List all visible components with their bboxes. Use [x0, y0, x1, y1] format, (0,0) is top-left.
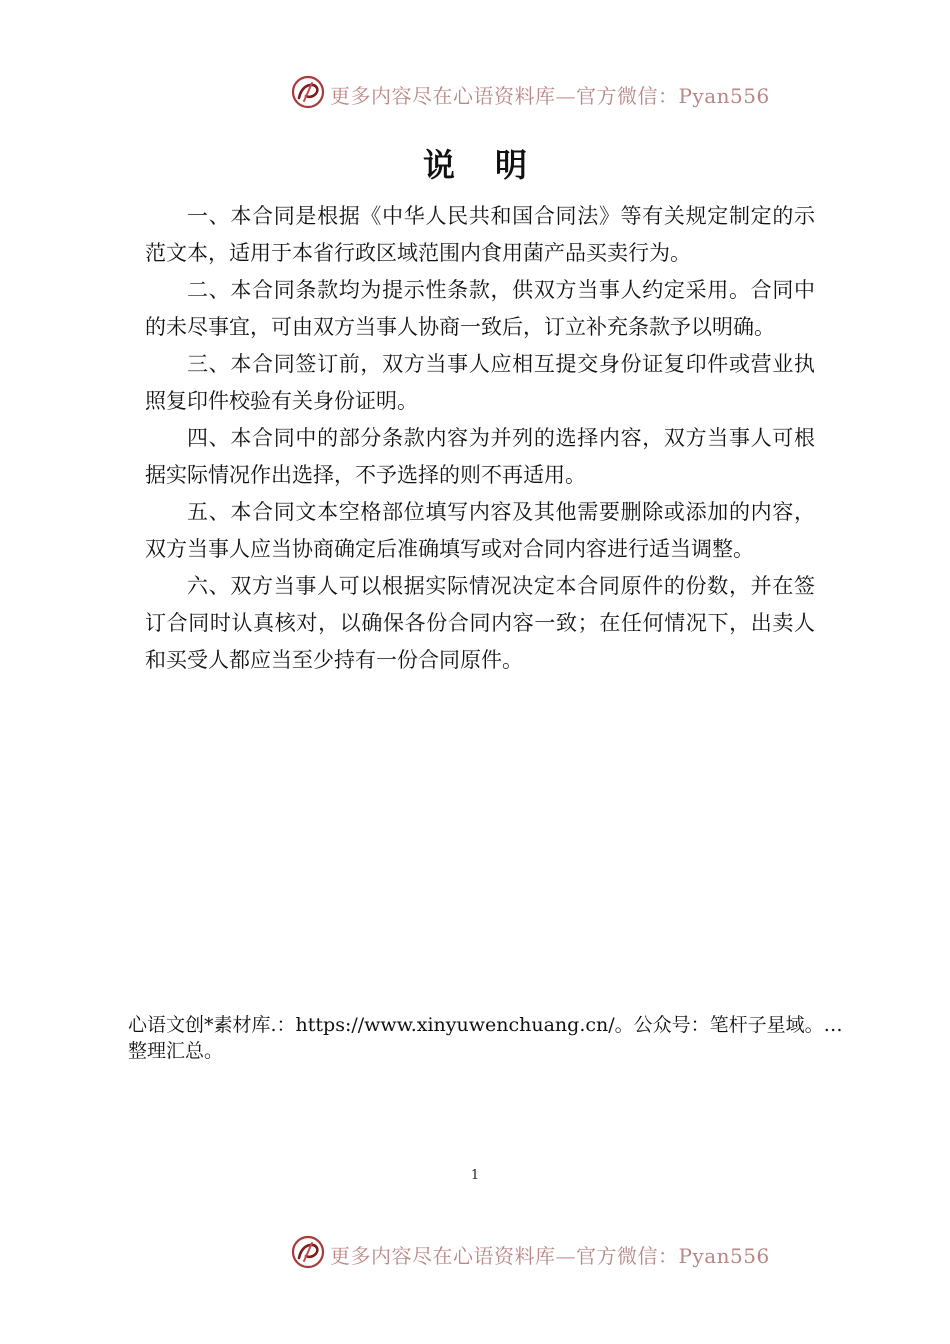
paragraph-2: 二、本合同条款均为提示性条款，供双方当事人约定采用。合同中的未尽事宜，可由双方当事人协商一致后，订立补充条款予以明确。 — [145, 278, 815, 339]
paragraph-5: 五、本合同文本空格部位填写内容及其他需要删除或添加的内容，双方当事人应当协商确定后准确填写或对合同内容进行适当调整。 — [145, 500, 815, 561]
source-credit — [128, 1012, 933, 1064]
credit-line-2: 整理汇总。 — [128, 1040, 224, 1062]
red-swirl-logo-icon — [290, 74, 326, 110]
paragraph-3: 三、本合同签订前，双方当事人应相互提交身份证复印件或营业执照复印件校验有关身份证明。 — [145, 352, 815, 413]
paragraph-4: 四、本合同中的部分条款内容为并列的选择内容，双方当事人可根据实际情况作出选择，不予选择的则不再适用。 — [145, 426, 815, 487]
red-swirl-logo-icon — [290, 1234, 326, 1270]
banner-text: 更多内容尽在心语资料库—官方微信：Pyan556 — [330, 84, 770, 108]
banner-text: 更多内容尽在心语资料库—官方微信：Pyan556 — [330, 1244, 770, 1268]
header-banner — [0, 72, 950, 112]
credit-line-1: 心语文创*素材库.：https://www.xinyuwenchuang.cn/。公众号：笔杆子星域。… — [128, 1014, 843, 1036]
footer-banner — [0, 1232, 950, 1272]
paragraph-1: 一、本合同是根据《中华人民共和国合同法》等有关规定制定的示范文本，适用于本省行政区域范围内食用菌产品买卖行为。 — [145, 204, 815, 265]
page-title: 说明 — [422, 146, 567, 184]
page-number: 1 — [470, 1168, 480, 1183]
paragraph-6: 六、双方当事人可以根据实际情况决定本合同原件的份数，并在签订合同时认真核对，以确保各份合同内容一致；在任何情况下，出卖人和买受人都应当至少持有一份合同原件。 — [145, 574, 815, 672]
instructions-body — [145, 198, 815, 679]
